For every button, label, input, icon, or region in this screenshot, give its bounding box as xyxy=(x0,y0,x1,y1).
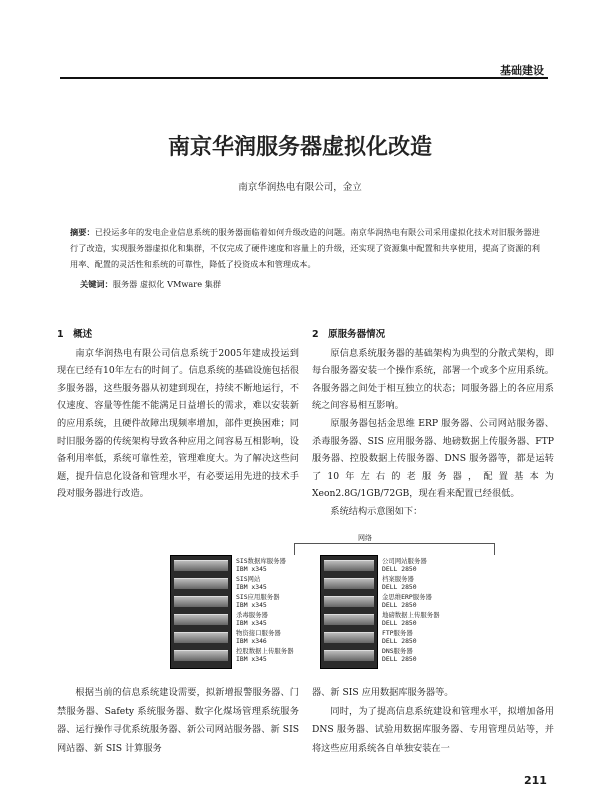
column-left xyxy=(57,326,299,503)
server-model: DELL 2850 xyxy=(382,654,417,663)
server-label-right xyxy=(382,558,427,573)
server-label-right xyxy=(382,612,440,627)
rack-unit xyxy=(324,578,374,589)
section2-paragraph-1: 原信息系统服务器的基础架构为典型的分散式架构，即每台服务器安装一个操作系统，部署一个或多个应用系统。各服务器之间处于相互独立的状态；同服务器上的各应用系统之间容易相互影响。 xyxy=(312,347,554,412)
server-label-right xyxy=(382,576,417,591)
rack-unit xyxy=(174,632,228,643)
column-right xyxy=(312,326,554,521)
section2-heading: 2 原服务器情况 xyxy=(312,329,386,340)
server-name: SIS网站 xyxy=(236,575,261,583)
server-name: 控股数据上传服务器 xyxy=(236,647,294,655)
rack-unit xyxy=(174,596,228,607)
section2-paragraph-2: 原服务器包括金思维 ERP 服务器、公司网站服务器、杀毒服务器、SIS 应用服务器、地磅数据上传服务器、FTP 服务器、控股数据上传服务器、DNS 服务器等，都是运转了10年左右的老服务器，配置基本为 Xeon2.8G/1GB/72GB，现在看来配置已经很低。 xyxy=(312,417,554,500)
bottom-right-paragraph-1: 器、新 SIS 应用数据库服务器等。 xyxy=(312,687,454,698)
network-drop-right xyxy=(494,543,495,555)
page-number: 211 xyxy=(524,774,547,787)
section-label: 基础建设 xyxy=(500,64,544,77)
section1-heading: 1 概述 xyxy=(57,329,93,340)
server-label-left xyxy=(236,630,281,645)
rack-unit xyxy=(174,650,228,661)
rack-unit xyxy=(324,650,374,661)
server-model: DELL 2850 xyxy=(382,600,417,609)
server-rack-ibm xyxy=(170,555,232,669)
server-model: IBM x345 xyxy=(236,600,267,609)
server-model: IBM x346 xyxy=(236,636,267,645)
rack-unit xyxy=(174,614,228,625)
abstract-text: 已投运多年的发电企业信息系统的服务器面临着如何升级改造的问题。南京华润热电有限公司采用虚拟化技术对旧服务器进行了改造，实现服务器虚拟化和集群，不仅完成了硬件速度和容量上的升级，还实现了资源集中配置和共享使用，提高了资源的利用率、配置的灵活性和系统的可靠性，降低了投资成本和管理成本。 xyxy=(70,227,540,269)
server-label-right xyxy=(382,648,417,663)
server-label-left xyxy=(236,594,280,609)
server-label-left xyxy=(236,558,286,573)
server-name: 公司网站服务器 xyxy=(382,557,427,565)
server-name: 档案服务器 xyxy=(382,575,414,583)
server-model: IBM x345 xyxy=(236,618,267,627)
system-structure-diagram xyxy=(150,533,530,671)
rack-unit xyxy=(174,578,228,589)
server-label-left xyxy=(236,612,268,627)
bottom-left-paragraph: 根据当前的信息系统建设需要，拟新增报警服务器、门禁服务器、Safety 系统服务器、数字化煤场管理系统服务器、运行操作寻优系统服务器、新公司网站服务器、新 SIS 网站器、新 SIS 计算服务 xyxy=(57,687,299,754)
server-rack-dell xyxy=(320,555,378,669)
header-rule xyxy=(60,77,548,79)
author-line: 南京华润热电有限公司，金立 xyxy=(238,182,362,193)
bottom-right-text xyxy=(312,684,554,758)
server-label-right xyxy=(382,594,432,609)
server-label-left xyxy=(236,648,294,663)
server-name: DNS服务器 xyxy=(382,647,413,655)
rack-unit xyxy=(174,560,228,571)
server-name: 物资接口服务器 xyxy=(236,629,281,637)
rack-unit xyxy=(324,596,374,607)
server-model: DELL 2850 xyxy=(382,636,417,645)
server-name: 地磅数据上传服务器 xyxy=(382,611,440,619)
section2-paragraph-3: 系统结构示意图如下： xyxy=(330,505,423,517)
article-title: 南京华润服务器虚拟化改造 xyxy=(167,135,432,160)
bottom-right-paragraph-2: 同时，为了提高信息系统建设和管理水平，拟增加备用 DNS 服务器、试验用数据库服务器、专用管理员站等，并将这些应用系统各自单独安装在一 xyxy=(312,705,554,754)
section-header xyxy=(60,64,548,79)
server-model: DELL 2850 xyxy=(382,582,417,591)
server-name: 杀毒服务器 xyxy=(236,611,268,619)
bottom-left-text xyxy=(57,684,299,758)
server-name: SIS应用服务器 xyxy=(236,593,280,601)
keywords-label: 关键词： xyxy=(80,279,113,289)
rack-unit xyxy=(324,560,374,571)
server-label-left xyxy=(236,576,267,591)
keywords xyxy=(80,277,540,291)
server-model: IBM x345 xyxy=(236,564,267,573)
keywords-text: 服务器 虚拟化 VMware 集群 xyxy=(112,279,222,289)
network-label: 网络 xyxy=(358,534,372,542)
server-model: IBM x345 xyxy=(236,582,267,591)
server-model: DELL 2850 xyxy=(382,564,417,573)
rack-unit xyxy=(324,632,374,643)
server-model: IBM x345 xyxy=(236,654,267,663)
server-label-right xyxy=(382,630,417,645)
abstract-label: 摘要： xyxy=(70,227,95,237)
network-drop-left xyxy=(294,543,295,555)
server-name: SIS数据库服务器 xyxy=(236,557,286,565)
network-line xyxy=(294,543,494,544)
server-model: DELL 2850 xyxy=(382,618,417,627)
server-name: FTP服务器 xyxy=(382,629,413,637)
section1-paragraph: 南京华润热电有限公司信息系统于2005年建成投运到现在已经有10年左右的时间了。信息系统的基础设施包括很多服务器，这些服务器从初建到现在，持续不断地运行，不仅速度、容量等性能不能满足日益增长的需求，难以安装新的应用系统，且硬件故障出现频率增加，部件更换困难；同时旧服务器的传统架构导致各种应用之间容易互相影响，设备利用率低，系统可靠性差，管理难度大。为了解决这些问题，提升信息化设备和管理水平，有必要运用先进的技术手段对服务器进行改造。 xyxy=(57,347,299,500)
abstract xyxy=(70,224,540,272)
server-name: 金思维ERP服务器 xyxy=(382,593,432,601)
rack-unit xyxy=(324,614,374,625)
